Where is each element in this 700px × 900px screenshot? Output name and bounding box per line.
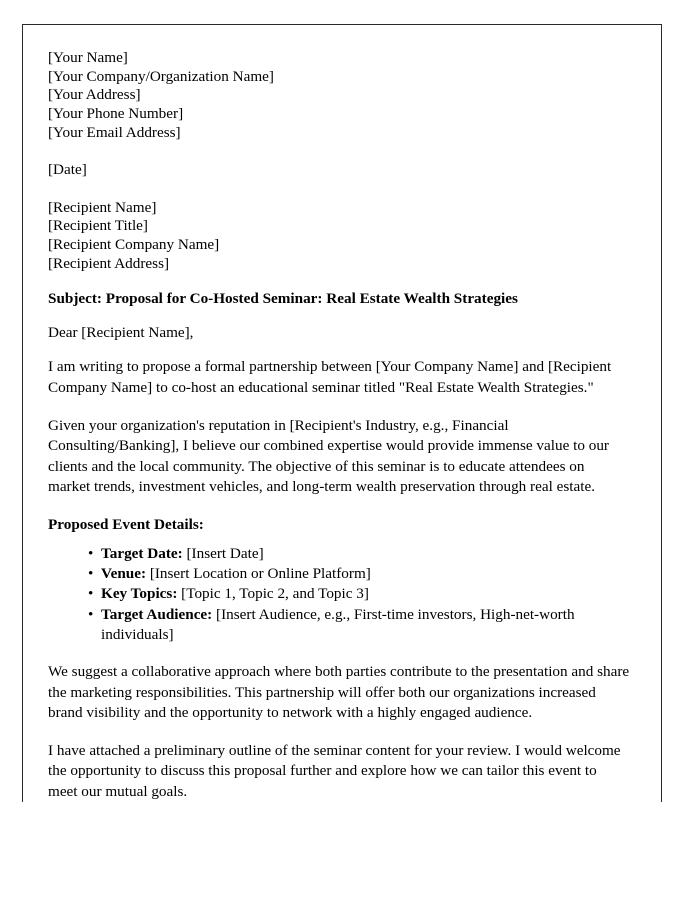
sender-phone: [Your Phone Number] xyxy=(48,105,184,123)
sender-address-block xyxy=(48,49,630,143)
document-body xyxy=(48,49,630,803)
list-item xyxy=(88,544,630,564)
salutation: Dear [Recipient Name], xyxy=(48,324,194,342)
detail-label: Target Date: xyxy=(101,544,183,562)
spacer-before-para-3 xyxy=(48,645,630,662)
spacer-before-para-4 xyxy=(48,724,630,741)
detail-value: [Insert Location or Online Platform] xyxy=(149,565,371,583)
sender-company: [Your Company/Organization Name] xyxy=(48,67,274,85)
bullet-icon: • xyxy=(88,605,94,623)
document-page xyxy=(22,24,662,802)
detail-value: [Insert Audience, e.g., First-time investors, High-net-worth individuals] xyxy=(101,605,575,643)
body-paragraph-2: Given your organization's reputation in [Recipient's Industry, e.g., Financial Consulting/Banking], I believe our combined expertise would provide immense value to our clients and the local community. The objective of this seminar is to educate attendees on market trends, investment vehicles, and long-term wealth preservation through real estate. xyxy=(48,416,609,496)
spacer-before-para-1 xyxy=(48,342,630,357)
spacer-before-details-heading xyxy=(48,498,630,515)
recipient-company: [Recipient Company Name] xyxy=(48,236,220,253)
list-item xyxy=(88,564,630,584)
body-paragraph-3: We suggest a collaborative approach where both parties contribute to the presentation and share the marketing responsibilities. This partnership will offer both our organizations increased brand visibility and the opportunity to network with a highly engaged audience. xyxy=(48,662,630,722)
spacer-after-date xyxy=(48,180,630,199)
subject-line: Subject: Proposal for Co-Hosted Seminar: Real Estate Wealth Strategies xyxy=(48,290,518,308)
date-line: [Date] xyxy=(48,161,87,179)
bullet-icon: • xyxy=(88,544,94,562)
list-item xyxy=(88,584,630,604)
spacer-before-para-2 xyxy=(48,399,630,416)
sender-address: [Your Address] xyxy=(48,86,141,104)
recipient-address: [Recipient Address] xyxy=(48,254,170,272)
event-details-list xyxy=(48,544,630,645)
body-paragraph-1: I am writing to propose a formal partnership between [Your Company Name] and [Recipient Company Name] to co-host an educational seminar titled "Real Estate Wealth Strategies." xyxy=(48,358,612,396)
detail-label: Key Topics: xyxy=(101,585,178,603)
recipient-name: [Recipient Name] xyxy=(48,198,157,216)
bullet-icon: • xyxy=(88,565,94,583)
spacer-before-salutation xyxy=(48,308,630,323)
bullet-icon: • xyxy=(88,585,94,603)
sender-name: [Your Name] xyxy=(48,49,128,66)
detail-value: [Insert Date] xyxy=(186,544,264,562)
details-heading: Proposed Event Details: xyxy=(48,515,204,533)
detail-value: [Topic 1, Topic 2, and Topic 3] xyxy=(181,585,369,603)
detail-label: Venue: xyxy=(101,565,147,583)
recipient-title: [Recipient Title] xyxy=(48,217,148,235)
spacer-after-sender xyxy=(48,143,630,162)
sender-email: [Your Email Address] xyxy=(48,123,181,141)
detail-label: Target Audience: xyxy=(101,605,213,623)
recipient-address-block xyxy=(48,199,630,274)
list-item xyxy=(88,605,630,645)
spacer-before-subject xyxy=(48,273,630,289)
body-paragraph-4: I have attached a preliminary outline of the seminar content for your review. I would welcome the opportunity to discuss this proposal further and explore how we can tailor this event to meet our mutual goals. xyxy=(48,741,621,800)
